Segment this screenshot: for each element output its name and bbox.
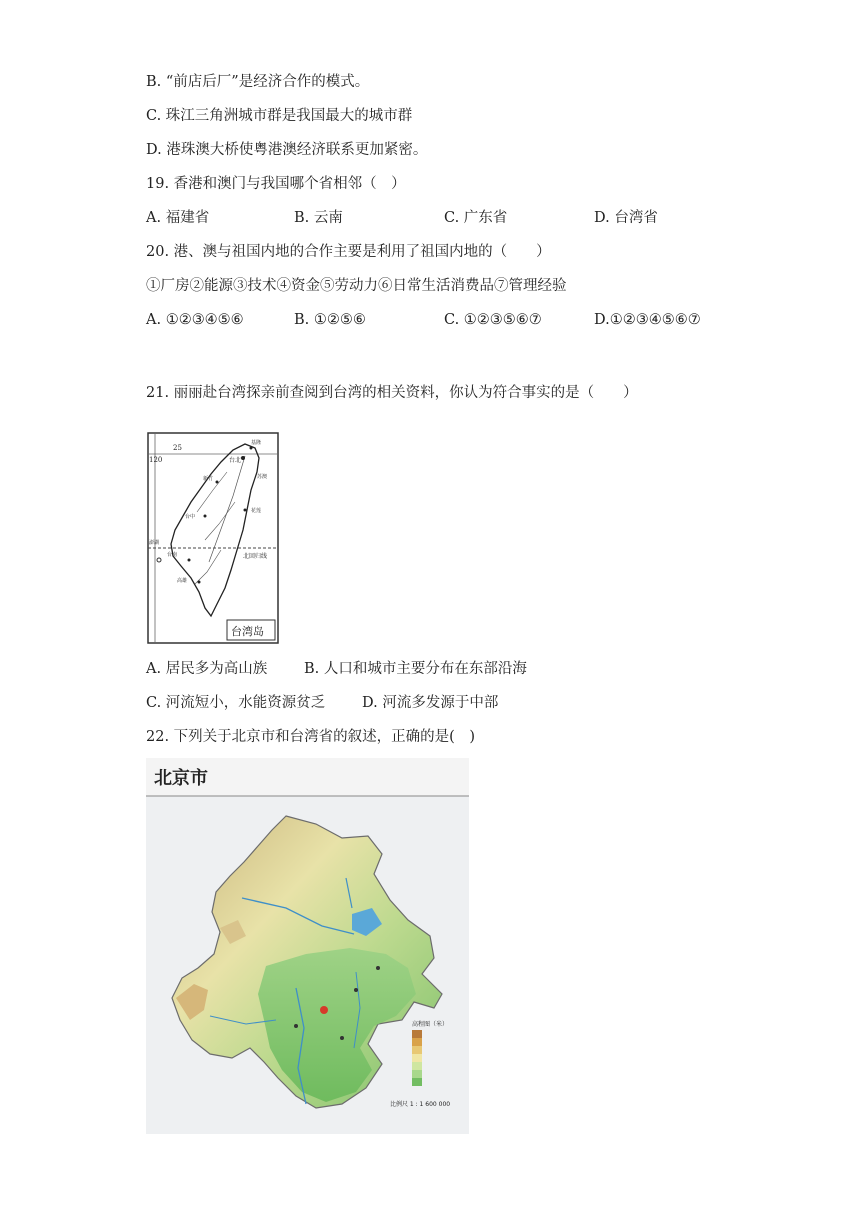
map-place-hsinchu: 新竹 bbox=[203, 476, 214, 482]
taiwan-map bbox=[147, 432, 279, 644]
q22-stem: 22. 下列关于北京市和台湾省的叙述，正确的是( ) bbox=[146, 729, 475, 745]
map-label-lon: 120 bbox=[149, 456, 163, 464]
map-label-tropic: 北回归线 bbox=[243, 553, 268, 560]
map-label-lat: 25 bbox=[173, 444, 182, 452]
q19-option-d: D. 台湾省 bbox=[594, 210, 658, 226]
q19-option-c: C. 广东省 bbox=[444, 210, 508, 226]
q20-option-d: D.①②③④⑤⑥⑦ bbox=[594, 312, 701, 328]
map-place-penghu: 澎湖 bbox=[149, 540, 160, 546]
q20-items: ①厂房②能源③技术④资金⑤劳动力⑥日常生活消费品⑦管理经验 bbox=[146, 278, 567, 294]
map-place-taipei: 台北 bbox=[229, 457, 242, 464]
q20-option-c: C. ①②③⑤⑥⑦ bbox=[444, 312, 542, 328]
map-place-tainan: 台南 bbox=[167, 552, 178, 558]
beijing-map bbox=[146, 758, 469, 1134]
map-place-hualien: 花莲 bbox=[251, 508, 262, 514]
q18-option-b: B. “前店后厂”是经济合作的模式。 bbox=[146, 74, 370, 90]
map-scale: 比例尺 1 : 1 600 000 bbox=[390, 1101, 451, 1108]
map-box-label: 台湾岛 bbox=[231, 625, 264, 638]
q20-option-a: A. ①②③④⑤⑥ bbox=[146, 312, 244, 328]
q21-stem: 21. 丽丽赴台湾探亲前查阅到台湾的相关资料，你认为符合事实的是（ ） bbox=[146, 385, 638, 401]
q20-option-b: B. ①②⑤⑥ bbox=[294, 312, 366, 328]
q21-option-c: C. 河流短小，水能资源贫乏 bbox=[146, 695, 326, 711]
q19-option-a: A. 福建省 bbox=[146, 210, 210, 226]
map-place-keelung: 基隆 bbox=[251, 440, 262, 446]
q20-stem: 20. 港、澳与祖国内地的合作主要是利用了祖国内地的（ ） bbox=[146, 244, 551, 260]
q19-stem: 19. 香港和澳门与我国哪个省相邻（ ） bbox=[146, 176, 406, 192]
map-place-suao: 苏澳 bbox=[257, 474, 268, 480]
legend-title: 高程图（米） bbox=[412, 1021, 449, 1028]
map-place-taichung: 台中 bbox=[185, 514, 196, 520]
q21-option-a: A. 居民多为高山族 bbox=[146, 661, 268, 677]
q19-option-b: B. 云南 bbox=[294, 210, 343, 226]
q18-option-d: D. 港珠澳大桥使粤港澳经济联系更加紧密。 bbox=[146, 142, 428, 158]
beijing-map-title: 北京市 bbox=[154, 768, 208, 789]
q21-option-b: B. 人口和城市主要分布在东部沿海 bbox=[304, 661, 527, 677]
q18-option-c: C. 珠江三角洲城市群是我国最大的城市群 bbox=[146, 108, 413, 124]
q21-option-d: D. 河流多发源于中部 bbox=[362, 695, 499, 711]
map-place-kaohsiung: 高雄 bbox=[177, 578, 188, 584]
